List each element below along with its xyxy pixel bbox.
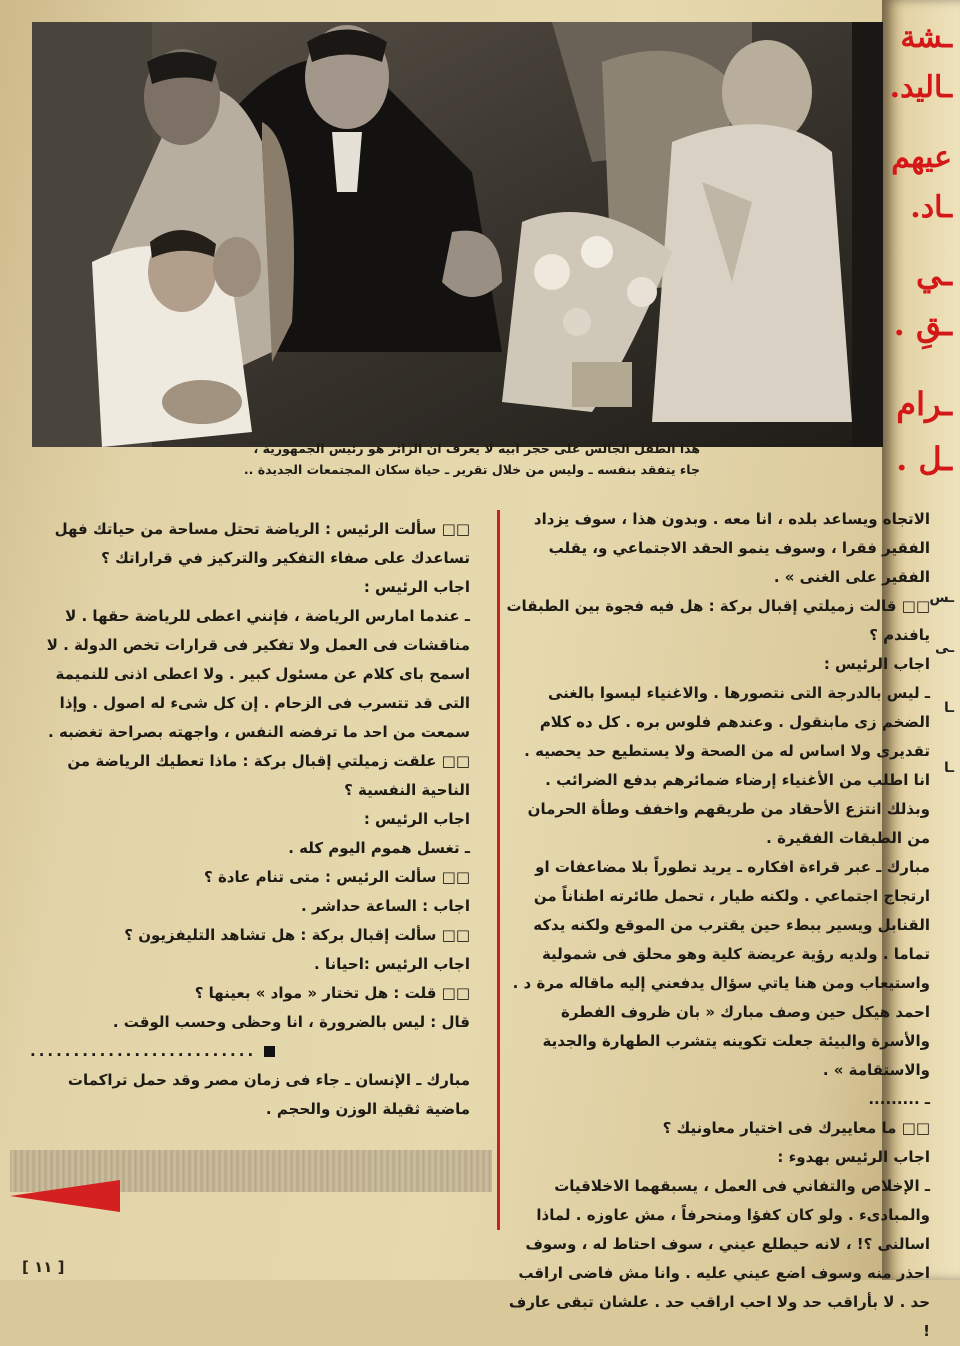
answer: اجاب الرئيس :احيانا . [313,955,470,973]
strip-word: ـي [915,255,952,293]
paragraph: مبارك ـ عبر قراءة افكاره ـ يريد تطوراً بلا مضاعفات او ارتجاج اجتماعي . ولكنه طيار ، تحمل طائرته اطناناً من القنابل ويسير ببطء حين يقترب من الموقع ولكنه يدكه تماما . ولديه رؤية عريضة كلية وهو محلق فى شمولية واستيعاب ومن هنا ياتي سؤال يدفعني إليه ماقاله مرة د . احمد هيكل حين وصف مبارك « بان ظروف الفطرة والأسرة والبيئة جعلت تكوينه يتشرب الطهارة والجدية والاستقامة » . [512,858,930,1079]
strip-word: ـشة [900,20,952,55]
question: □□ علقت زميلتي إقبال بركة : ماذا تعطيك الرياضة من الناحية النفسية ؟ [67,752,470,799]
caption-line: جاء يتفقد بنفسه ـ وليس من خلال تقرير ـ حياة سكان المجتمعات الجديدة .. [243,462,700,477]
strip-text: ـس [929,590,954,606]
answer-label: اجاب الرئيس : [363,578,470,596]
right-column [505,505,930,1346]
strip-word: ـرام [896,385,952,423]
photo-illustration [32,22,883,447]
strip-word: ـاد. [910,190,952,225]
answer: قال : ليس بالضرورة ، انا وحظى وحسب الوقت . [112,1013,470,1031]
left-column [30,515,470,1124]
closing-paragraph: مبارك ـ الإنسان ـ جاء فى زمان مصر وقد حمل تراكمات ماضية ثقيلة الوزن والحجم . [67,1071,470,1118]
strip-text: ـى [935,640,954,656]
strip-word: ـل . [896,440,952,478]
strip-text: ـا [943,700,954,716]
page-number: [ ١١ ] [22,1258,65,1276]
question: □□ ما معاييرك فى اختيار معاونيك ؟ [662,1119,930,1137]
strip-text: ـا [943,760,954,776]
paragraph: ـ عندما امارس الرياضة ، فإنني اعطى للرياضة حقها . لا مناقشات فى العمل ولا تفكير فى قرارات تخص الدولة . لا اسمح باى كلام عن مسئول كبير . ولا اعطى اذنى للنميمة التى قد تتسرب فى الزحام . إن كل شىء له اصول . وإذا سمعت من احد ما ترفضه النفس ، واجهته بصراحة تغضبه . [46,607,470,741]
question: □□ قلت : هل تختار « مواد » بعينها ؟ [194,984,470,1002]
black-square-icon [264,1046,275,1057]
strip-word: ـقِ . [893,305,952,343]
question: □□ سألت إقبال بركة : هل تشاهد التليفزيون ؟ [124,926,470,944]
answer-label: اجاب الرئيس بهدوء : [777,1148,930,1166]
strip-word: عيهم [891,140,952,175]
question: □□ سألت الرئيس : متى تنام عادة ؟ [204,868,470,886]
paragraph: ـ تغسل هموم اليوم كله . [288,839,470,857]
news-photo [32,22,883,447]
caption-line: هذا الطفل الجالس على حجر ابيه لا يعرف ان الزائر هو رئيس الجمهورية ، [253,441,700,456]
separator: ـ ......... [868,1090,930,1108]
paragraph: الاتجاه ويساعد بلده ، انا معه . وبدون هذا ، سوف يزداد الفقير فقرا ، وسوف ينمو الحقد الاجتماعي و، يقلب الفقير على الغنى » . [533,510,930,586]
answer-label: اجاب الرئيس : [823,655,930,673]
question: □□ قالت زميلتي إقبال بركة : هل فيه فجوة بين الطبقات يافندم ؟ [506,597,930,644]
question: □□ سألت الرئيس : الرياضة تحتل مساحة من حياتك فهل تساعدك على صفاء التفكير والتركيز في قراراتك ؟ [54,520,470,567]
photo-caption [200,438,700,480]
answer-label: اجاب الرئيس : [363,810,470,828]
answer: اجاب : الساعة حداشر . [301,897,470,915]
paragraph: ـ ليس بالدرجة التى نتصورها . والاغنياء ليسوا بالغنى الضخم زى مابنقول . وعندهم فلوس بره . كل ده كلام تقديرى ولا اساس له من الصحة ولا يستطيع حد يحصيه . انا اطلب من الأغنياء إرضاء ضمائرهم بدفع الضرائب . وبذلك انتزع الأحقاد من طريقهم واخفف وطأة الحرمان من الطبقات الفقيرة . [524,684,930,847]
red-arrow-icon [10,1180,120,1212]
strip-word: ـاليد. [889,70,952,105]
paragraph: ـ الإخلاص والتفاني فى العمل ، يسبقهما الاخلاقيات والمبادىء . ولو كان كفؤا ومنحرفاً ، مش عاوزه . لماذا اسالنى ؟! ، لانه حيطلع عيني ، سوف احتاط له ، وسوف احذر منه وسوف اضع عيني عليه . وانا مش فاضى اراقب حد . لا بأراقب حد ولا احب اراقب حد . علشان تبقى عارف ! [508,1177,930,1340]
column-divider [497,510,500,1230]
section-end-marker: .......................... [30,1037,470,1066]
